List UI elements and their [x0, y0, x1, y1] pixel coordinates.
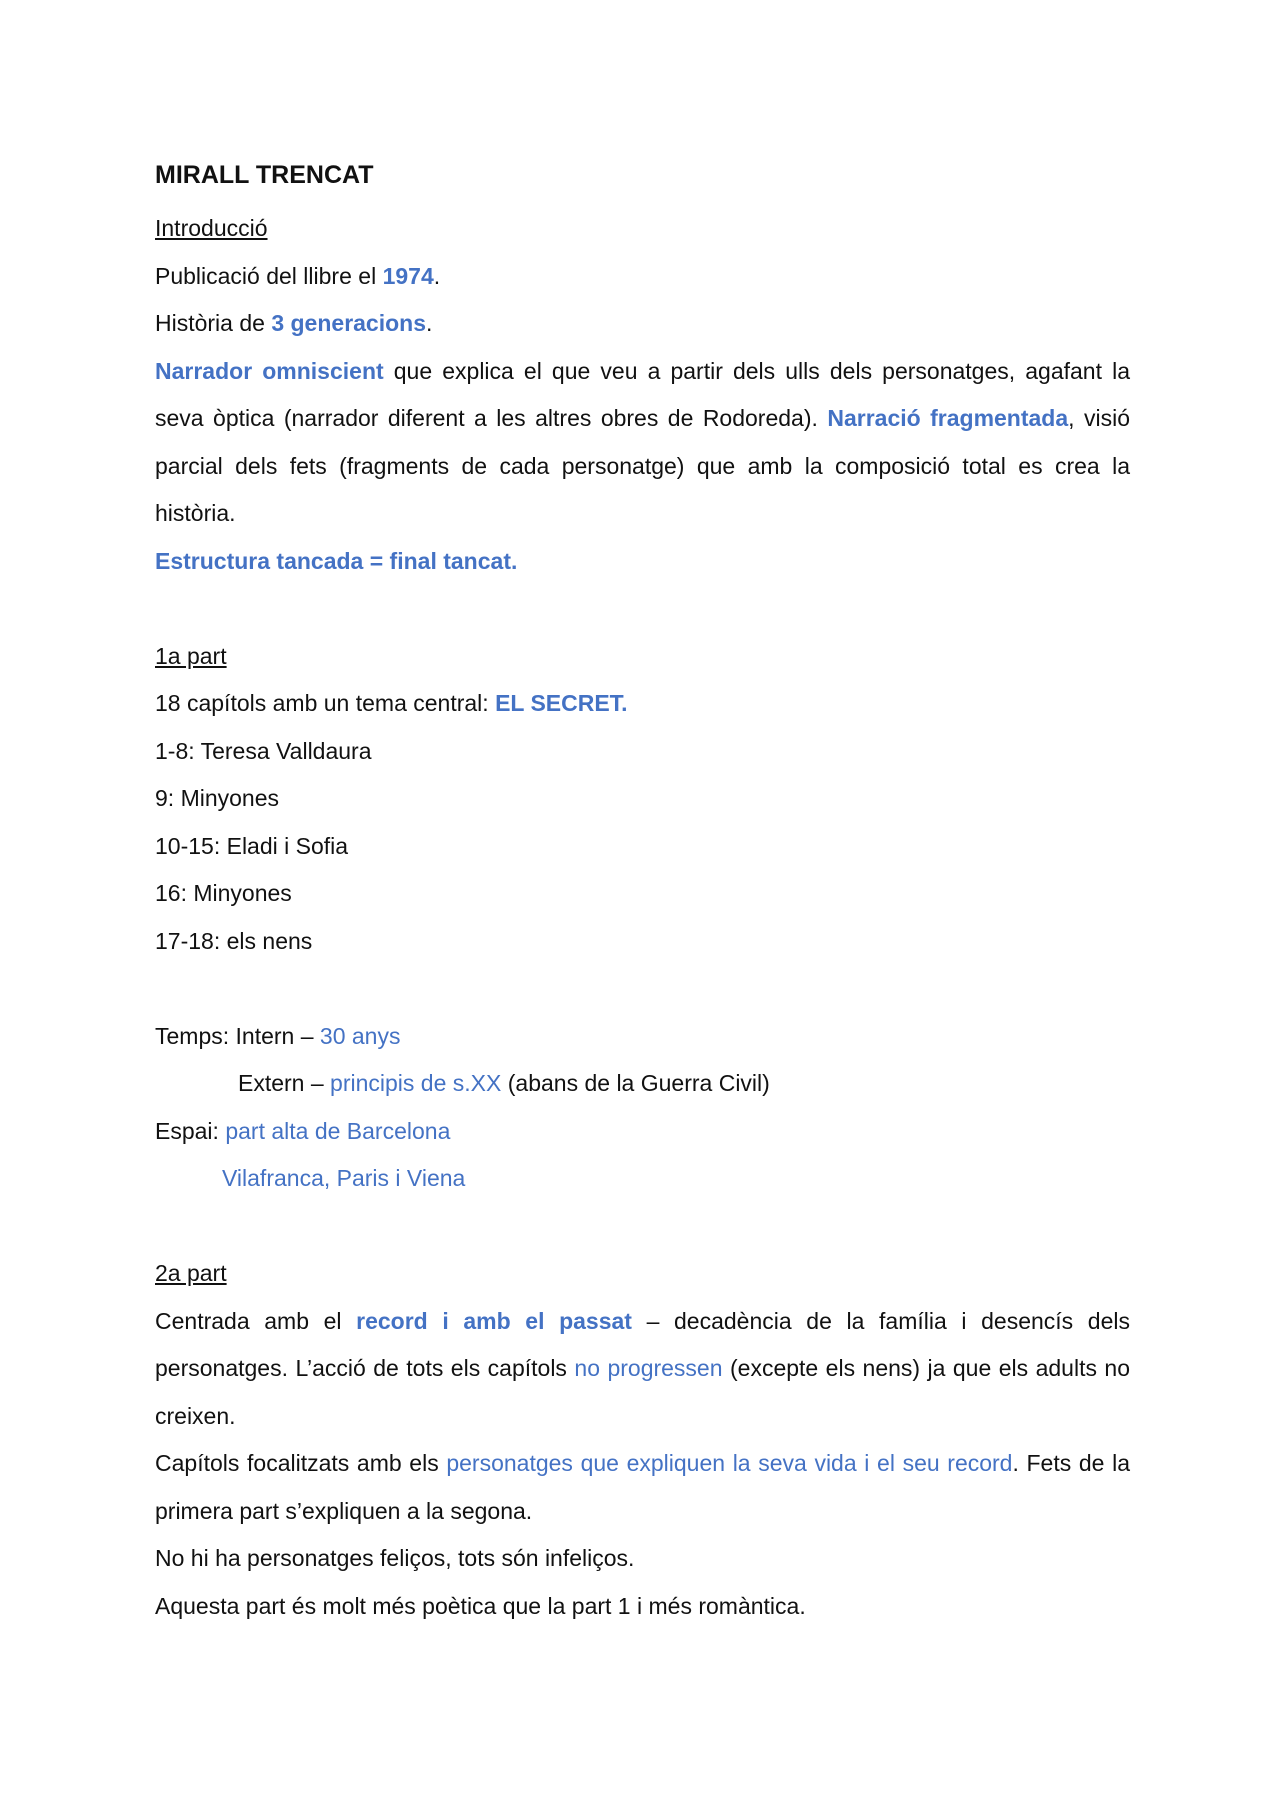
- part2-paragraph-2: Capítols focalitzats amb els personatges que expliquen la seva vida i el seu record. Fets de la primera part s’expliquen a la segona.: [155, 1450, 1131, 1524]
- narration-highlight: Narració fragmentada: [827, 405, 1069, 431]
- structure-line: Estructura tancada = final tancat.: [155, 547, 518, 574]
- extern-highlight: principis de s.XX: [330, 1070, 502, 1096]
- characters-highlight: personatges que expliquen la seva vida i el seu record: [446, 1450, 1013, 1476]
- espai-highlight: part alta de Barcelona: [225, 1117, 451, 1144]
- publication-line: Publicació del llibre el 1974.: [155, 262, 441, 289]
- generations-highlight: 3 generacions: [271, 310, 427, 336]
- chapter-item: 1-8: Teresa Valldaura: [155, 737, 372, 764]
- part2-paragraph-1: Centrada amb el record i amb el passat – decadència de la família i desencís dels personatges. L’acció de tots els capítols no progressen (excepte els nens) ja que els adults no creixen.: [155, 1307, 1131, 1429]
- document-page: [155, 155, 1130, 1630]
- spacer: [155, 965, 1130, 1013]
- chapter-item: 9: Minyones: [155, 785, 280, 811]
- part2-paragraph-4: Aquesta part és molt més poètica que la part 1 i més romàntica.: [155, 1592, 806, 1619]
- espai-line: Espai: part alta de Barcelona: [155, 1117, 451, 1144]
- publication-year: 1974: [382, 262, 434, 289]
- part2-paragraph-3: No hi ha personatges feliços, tots són infeliços.: [155, 1545, 635, 1571]
- temps-line: Temps: Intern – 30 anys: [155, 1022, 401, 1049]
- secret-highlight: EL SECRET.: [495, 690, 628, 716]
- extern-line: Extern – principis de s.XX (abans de la Guerra Civil): [238, 1070, 770, 1096]
- document-title: MIRALL TRENCAT: [155, 161, 374, 189]
- chapter-item: 17-18: els nens: [155, 927, 313, 954]
- part1-heading: 1a part: [155, 642, 227, 669]
- narrator-highlight: Narrador omniscient: [155, 357, 384, 384]
- temps-intern: 30 anys: [319, 1022, 401, 1049]
- spacer: [155, 1203, 1130, 1251]
- chapter-item: 10-15: Eladi i Sofia: [155, 832, 349, 859]
- spacer: [155, 585, 1130, 633]
- chapter-item: 16: Minyones: [155, 880, 292, 906]
- narrator-paragraph: Narrador omniscient que explica el que veu a partir dels ulls dels personatges, agafant la seva òptica (narrador diferent a les altres obres de Rodoreda). Narració fragmentada, visió parcial dels fets (fragments de cada personatge) que amb la composició total es crea la història.: [155, 357, 1131, 526]
- history-line: Història de 3 generacions.: [155, 310, 433, 336]
- intro-heading: Introducció: [155, 215, 268, 241]
- part2-heading: 2a part: [155, 1260, 227, 1286]
- progress-highlight: no progressen: [574, 1355, 723, 1381]
- record-highlight: record i amb el passat: [356, 1307, 632, 1334]
- chapters-line: 18 capítols amb un tema central: EL SECRET.: [155, 690, 628, 716]
- espai-line-2: Vilafranca, Paris i Viena: [222, 1165, 466, 1191]
